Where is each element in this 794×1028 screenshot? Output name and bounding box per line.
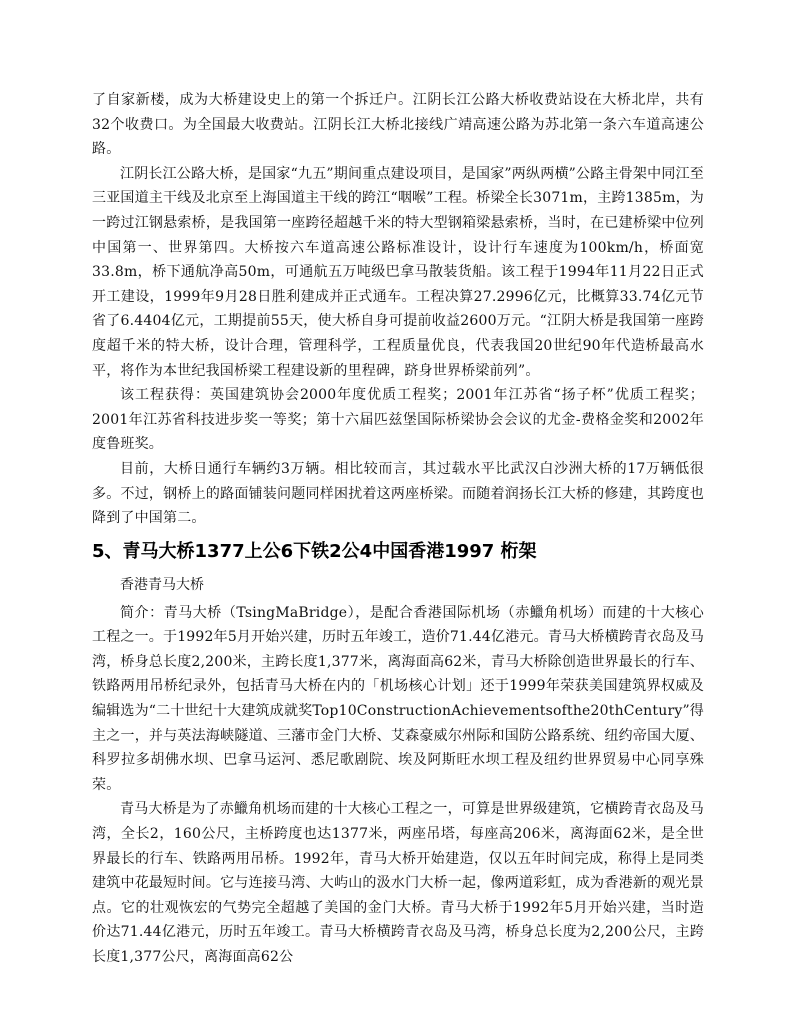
paragraph-1: 了自家新楼，成为大桥建设史上的第一个拆迁户。江阴长江公路大桥收费站设在大桥北岸，共有32个收费口。为全国最大收费站。江阴长江大桥北接线广靖高速公路为苏北第一条六车道高速公路。 [92,92,704,158]
subheading: 香港青马大桥 [120,576,204,593]
document-page [92,88,704,970]
paragraph-4: 目前，大桥日通行车辆约3万辆。相比较而言，其过载水平比武汉白沙洲大桥的17万辆低很多。不过，钢桥上的路面铺装问题同样困扰着这两座桥梁。而随着润扬长江大桥的修建，其跨度也降到了中国第二。 [92,460,704,527]
paragraph-3: 该工程获得：英国建筑协会2000年度优质工程奖；2001年江苏省“扬子杯”优质工程奖；2001年江苏省科技进步奖一等奖；第十六届匹兹堡国际桥梁协会会议的尤金-费格金奖和2002年度鲁班奖。 [92,387,704,453]
paragraph-2: 江阴长江公路大桥，是国家“九五”期间重点建设项目，是国家”两纵两横”公路主骨架中同江至三亚国道主干线及北京至上海国道主干线的跨江“咽喉”工程。桥梁全长3071m，主跨1385m，为一跨过江钢悬索桥，是我国第一座跨径超越千米的特大型钢箱梁悬索桥，当时，在已建桥梁中位列中国第一、世界第四。大桥按六车道高速公路标准设计，设计行车速度为100km/h，桥面宽33.8m，桥下通航净高50m，可通航五万吨级巴拿马散装货船。该工程于1994年11月22日正式开工建设，1999年9月28日胜利建成并正式通车。工程决算27.2996亿元，比概算33.74亿元节省了6.4404亿元，工期提前55天，使大桥自身可提前收益2600万元。“江阴大桥是我国第一座跨度超千米的特大桥，设计合理，管理科学，工程质量优良，代表我国20世纪90年代造桥最高水平，将作为本世纪我国桥梁工程建设新的里程碑，跻身世界桥梁前列”。 [92,165,704,379]
paragraph-5: 简介：青马大桥（TsingMaBridge），是配合香港国际机场（赤鱲角机场）而建的十大核心工程之一。于1992年5月开始兴建，历时五年竣工，造价71.44亿港元。青马大桥横跨青衣岛及马湾，桥身总长度2,200米，主跨长度1,377米，离海面高62米，青马大桥除创造世界最长的行车、铁路两用吊桥纪录外，包括青马大桥在内的「机场核心计划」还于1999年荣获美国建筑界权威及编辑选为“二十世纪十大建筑成就奖Top10ConstructionAchievementsofthe20thCentury”得主之一，并与英法海峡隧道、三藩市金门大桥、艾森豪威尔州际和国防公路系统、纽约帝国大厦、科罗拉多胡佛水坝、巴拿马运河、悉尼歌剧院、埃及阿斯旺水坝工程及纽约世界贸易中心同享殊荣。 [92,604,705,793]
section-heading: 5、青马大桥1377上公6下铁2公4中国香港1997 桁架 [92,540,537,562]
paragraph-6: 青马大桥是为了赤鱲角机场而建的十大核心工程之一，可算是世界级建筑，它横跨青衣岛及马湾，全长2，160公尺，主桥跨度也达1377米，两座吊塔，每座高206米，离海面62米，是全世界最长的行车、铁路两用吊桥。1992年，青马大桥开始建造，仅以五年时间完成，称得上是同类建筑中花最短时间。它与连接马湾、大屿山的汲水门大桥一起，像两道彩虹，成为香港新的观光景点。它的壮观恢宏的气势完全超越了美国的金门大桥。青马大桥于1992年5月开始兴建，当时造价达71.44亿港元，历时五年竣工。青马大桥横跨青衣岛及马湾，桥身总长度为2,200公尺，主跨长度1,377公尺，离海面高62公 [92,801,704,965]
